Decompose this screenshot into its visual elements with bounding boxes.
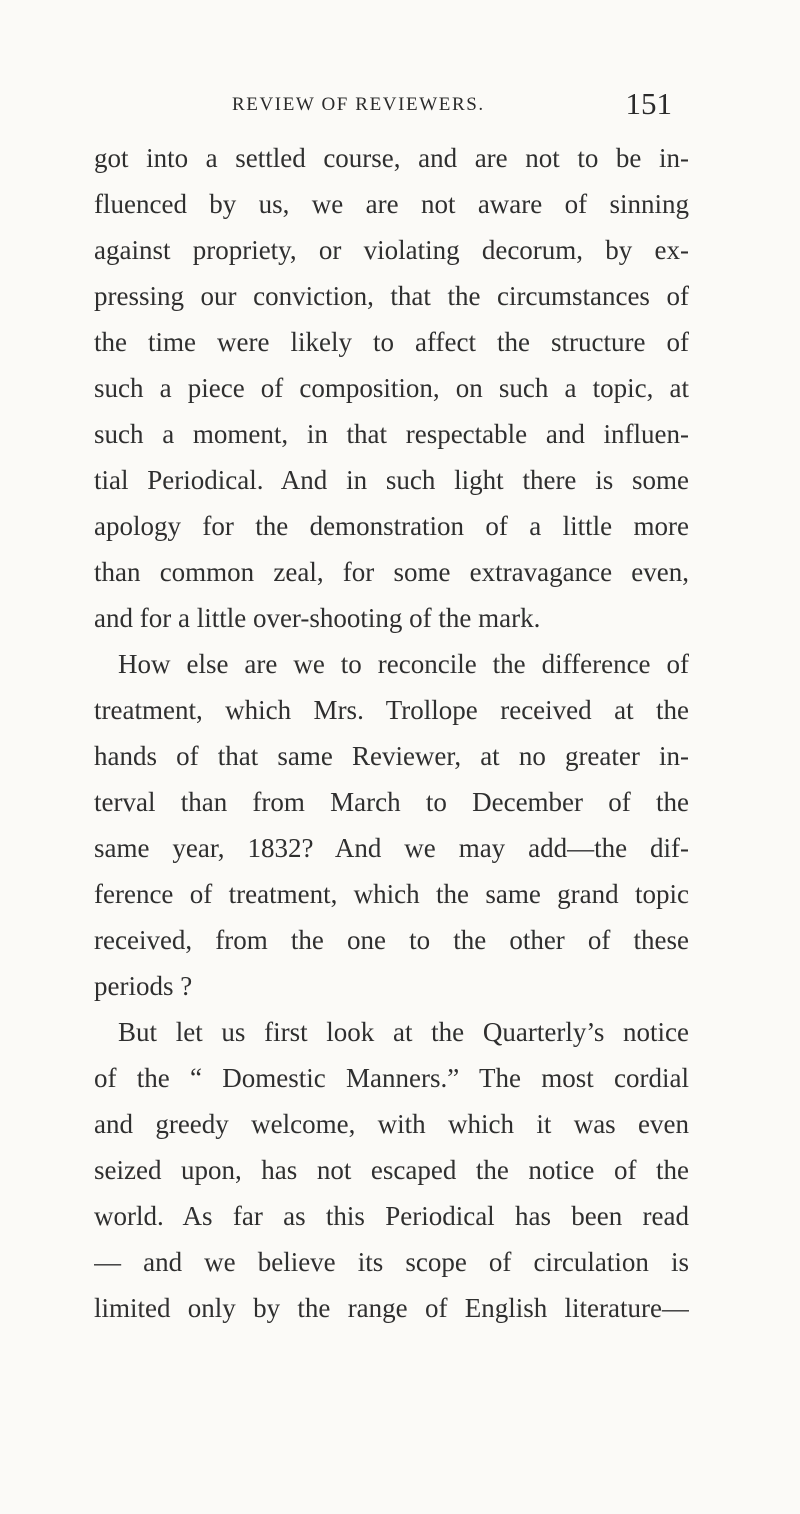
text-line: such a moment, in that respectable and influen- (94, 419, 689, 449)
text-line: How else are we to reconcile the difference of (118, 649, 689, 679)
running-title: REVIEW OF REVIEWERS. (232, 94, 485, 115)
page-number: 151 (625, 86, 672, 121)
text-line: and for a little over-shooting of the mark. (94, 603, 541, 633)
text-line: apology for the demonstration of a little more (94, 511, 689, 541)
text-line: terval than from March to December of the (94, 787, 689, 817)
text-line: limited only by the range of English literature— (94, 1293, 689, 1323)
text-line: the time were likely to affect the structure of (94, 327, 689, 357)
text-line: periods ? (94, 971, 193, 1001)
text-line: treatment, which Mrs. Trollope received at the (94, 695, 689, 725)
text-line: seized upon, has not escaped the notice of the (94, 1155, 689, 1185)
text-line: — and we believe its scope of circulation is (94, 1247, 689, 1277)
text-line: of the “ Domestic Manners.” The most cordial (94, 1063, 689, 1093)
running-head (232, 84, 672, 124)
text-line: ference of treatment, which the same grand topic (94, 879, 689, 909)
text-line: same year, 1832? And we may add—the dif- (94, 833, 689, 863)
text-line: pressing our conviction, that the circumstances of (94, 281, 689, 311)
text-line: tial Periodical. And in such light there is some (94, 465, 689, 495)
text-line: than common zeal, for some extravagance even, (94, 557, 689, 587)
text-line: received, from the one to the other of these (94, 925, 689, 955)
text-line: But let us first look at the Quarterly’s notice (118, 1017, 689, 1047)
text-line: against propriety, or violating decorum, by ex- (94, 235, 689, 265)
text-line: such a piece of composition, on such a topic, at (94, 373, 689, 403)
text-line: and greedy welcome, with which it was even (94, 1109, 689, 1139)
text-line: got into a settled course, and are not to be in- (94, 143, 689, 173)
body-text (94, 135, 689, 1331)
text-line: fluenced by us, we are not aware of sinning (94, 189, 689, 219)
text-line: hands of that same Reviewer, at no greater in- (94, 741, 689, 771)
text-line: world. As far as this Periodical has been read (94, 1201, 689, 1231)
